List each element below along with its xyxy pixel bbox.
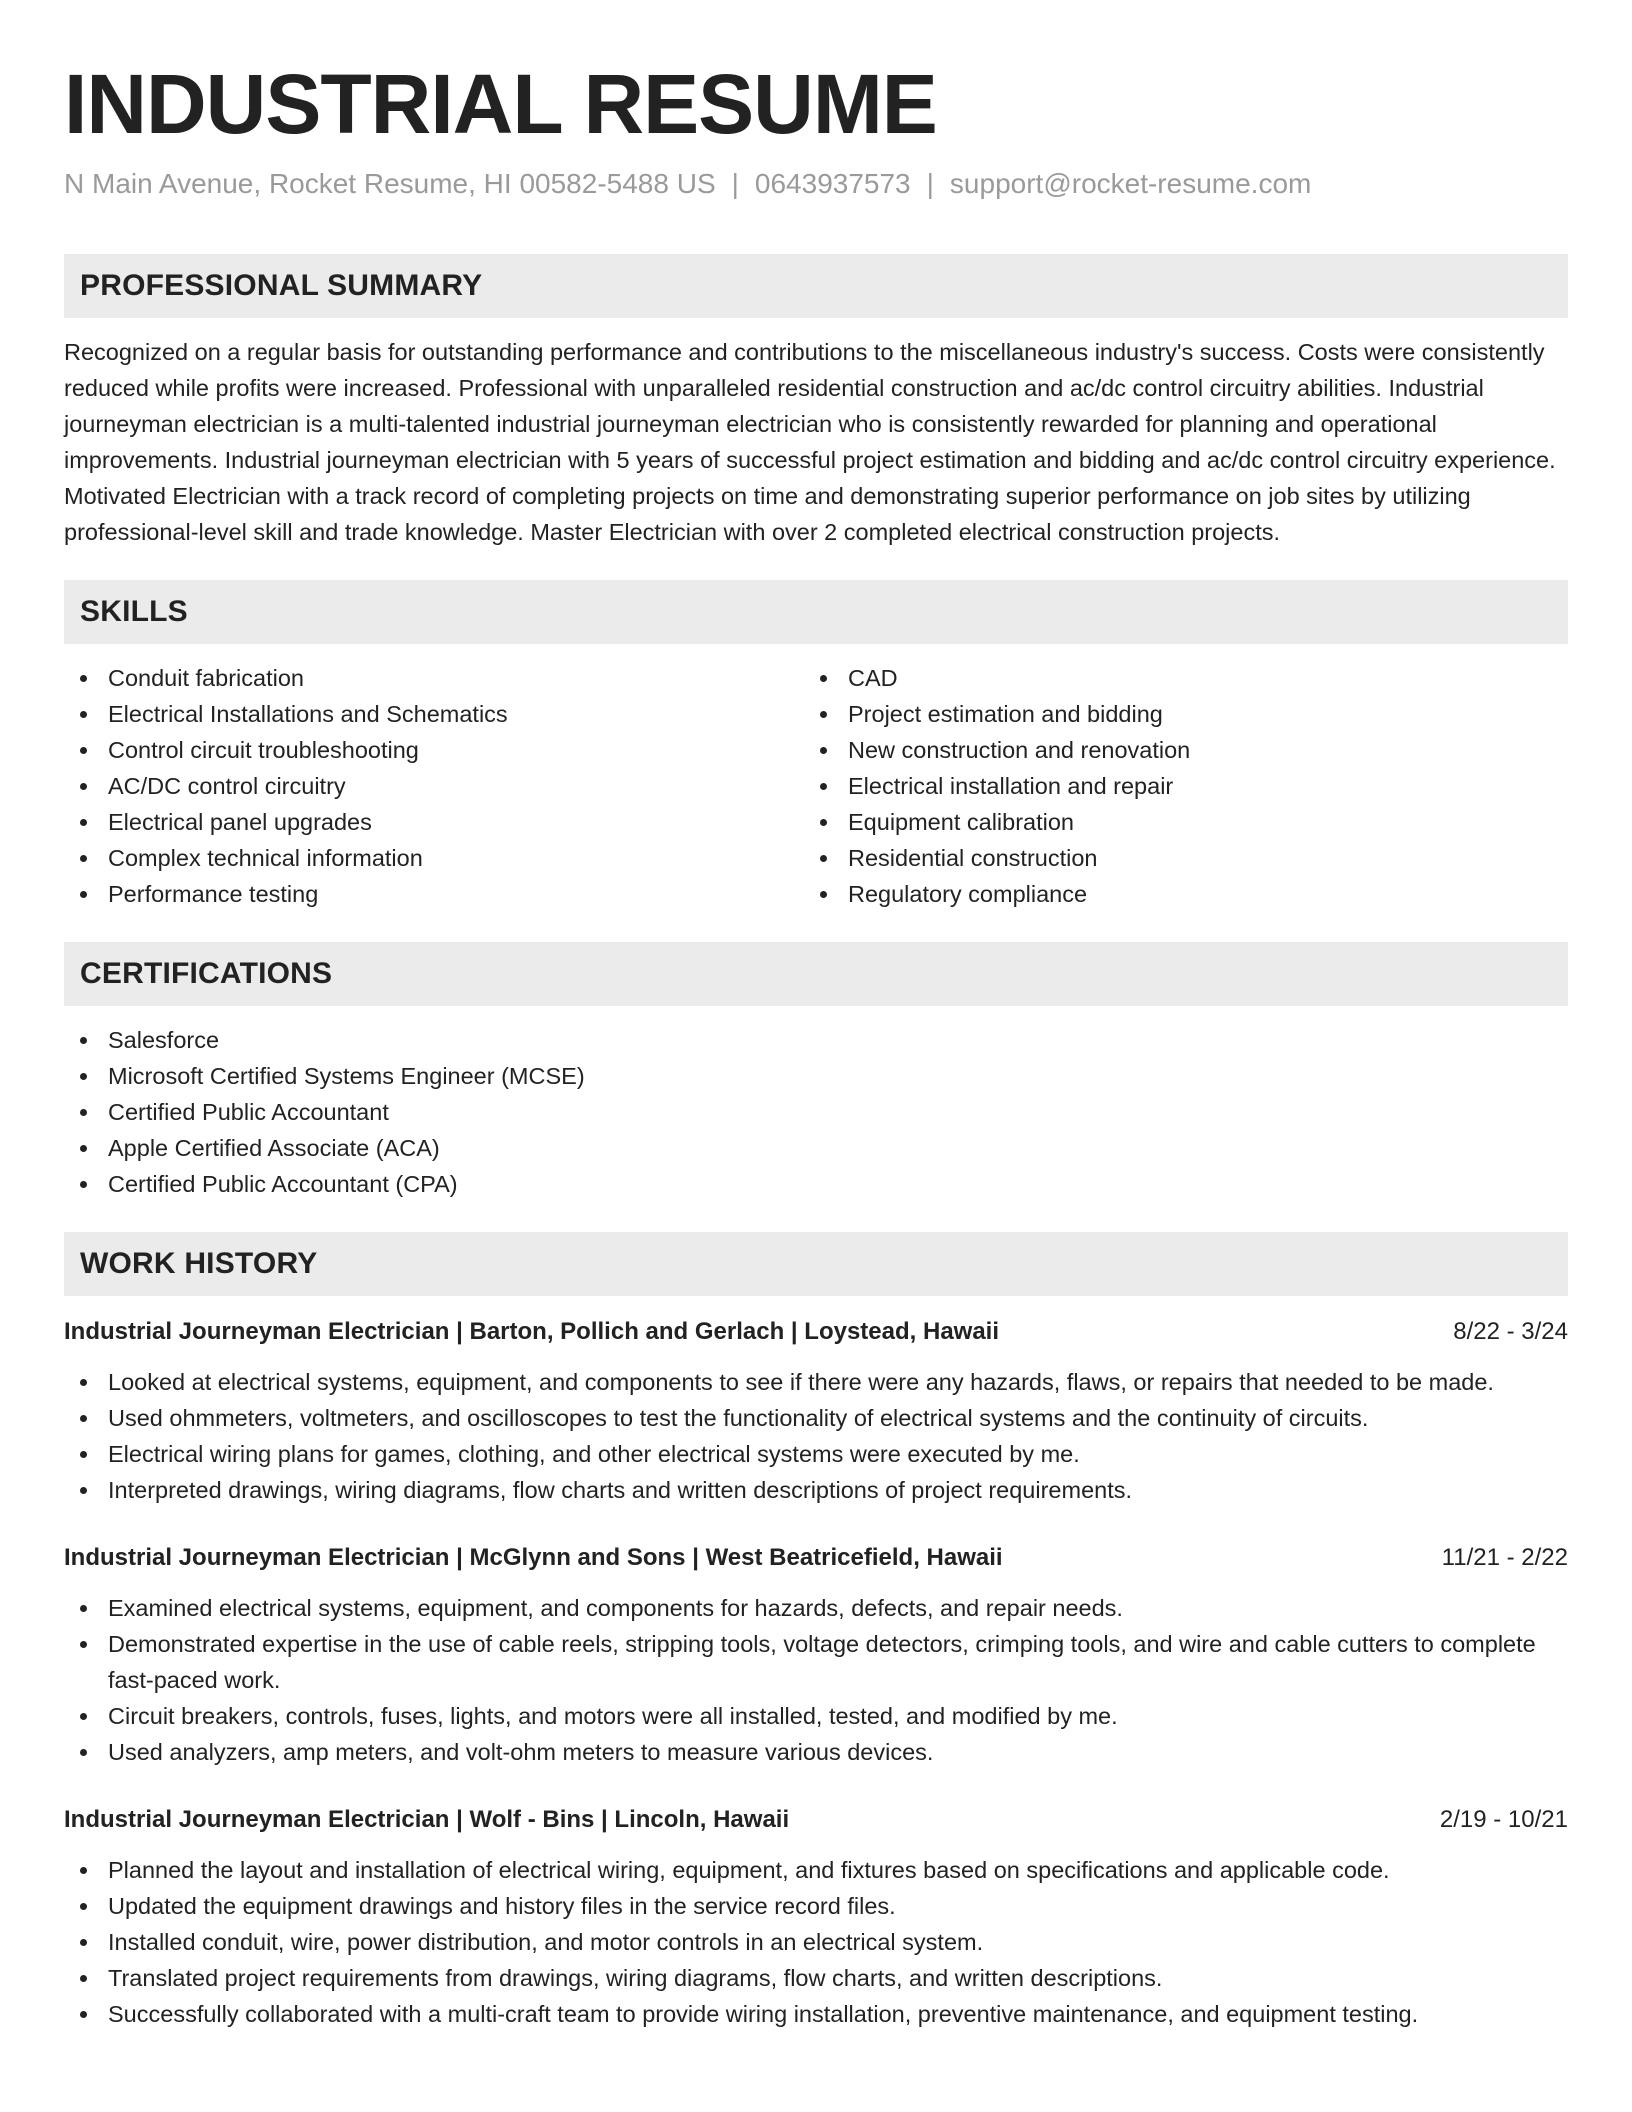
bullet-icon bbox=[820, 675, 827, 682]
job-dates: 8/22 - 3/24 bbox=[1453, 1318, 1568, 1345]
summary-heading: PROFESSIONAL SUMMARY bbox=[64, 254, 1568, 318]
bullet-icon bbox=[80, 1037, 87, 1044]
list-item bbox=[64, 804, 804, 840]
list-item-text: Equipment calibration bbox=[848, 809, 1074, 835]
list-item bbox=[804, 840, 1544, 876]
bullet-icon bbox=[80, 1867, 87, 1874]
bullet-icon bbox=[80, 855, 87, 862]
list-item bbox=[804, 768, 1544, 804]
job-bullets bbox=[64, 1590, 1568, 1770]
bullet-icon bbox=[80, 819, 87, 826]
list-item-text: Electrical installation and repair bbox=[848, 773, 1174, 799]
bullet-icon bbox=[820, 891, 827, 898]
list-item bbox=[64, 1960, 1568, 1996]
list-item-text: Looked at electrical systems, equipment, and components to see if there were any hazards, flaws, or repairs that needed to be made. bbox=[108, 1369, 1494, 1395]
skills-heading: SKILLS bbox=[64, 580, 1568, 644]
list-item-text: Electrical wiring plans for games, clothing, and other electrical systems were executed by me. bbox=[108, 1441, 1080, 1467]
job-dates: 2/19 - 10/21 bbox=[1439, 1806, 1568, 1833]
list-item-text: Translated project requirements from drawings, wiring diagrams, flow charts, and written descriptions. bbox=[108, 1965, 1163, 1991]
list-item bbox=[64, 1166, 1568, 1202]
skills-list-right bbox=[804, 660, 1544, 912]
bullet-icon bbox=[80, 1975, 87, 1982]
bullet-icon bbox=[80, 1605, 87, 1612]
skills-list-left bbox=[64, 660, 804, 912]
list-item-text: Apple Certified Associate (ACA) bbox=[108, 1135, 440, 1161]
bullet-icon bbox=[820, 711, 827, 718]
list-item bbox=[64, 1022, 1568, 1058]
list-item bbox=[64, 1094, 1568, 1130]
bullet-icon bbox=[80, 1451, 87, 1458]
contact-separator: | bbox=[731, 168, 739, 199]
contact-email[interactable]: support@rocket-resume.com bbox=[949, 168, 1312, 199]
bullet-icon bbox=[80, 1145, 87, 1152]
list-item bbox=[64, 1400, 1568, 1436]
list-item bbox=[64, 1852, 1568, 1888]
certifications-heading: CERTIFICATIONS bbox=[64, 942, 1568, 1006]
list-item-text: Regulatory compliance bbox=[848, 881, 1088, 907]
job-title: Industrial Journeyman Electrician | McGlynn and Sons | West Beatricefield, Hawaii bbox=[64, 1544, 1003, 1571]
list-item-text: Complex technical information bbox=[108, 845, 423, 871]
list-item bbox=[64, 840, 804, 876]
list-item bbox=[64, 876, 804, 912]
list-item-text: Successfully collaborated with a multi-craft team to provide wiring installation, preventive maintenance, and equipment testing. bbox=[108, 2001, 1419, 2027]
bullet-icon bbox=[80, 783, 87, 790]
list-item bbox=[64, 1058, 1568, 1094]
list-item-text: Project estimation and bidding bbox=[848, 701, 1163, 727]
list-item-text: Certified Public Accountant bbox=[108, 1099, 389, 1125]
list-item-text: Control circuit troubleshooting bbox=[108, 737, 419, 763]
job-entry bbox=[64, 1802, 1568, 2032]
job-title: Industrial Journeyman Electrician | Wolf - Bins | Lincoln, Hawaii bbox=[64, 1806, 790, 1833]
list-item-text: AC/DC control circuitry bbox=[108, 773, 346, 799]
job-entry bbox=[64, 1540, 1568, 1770]
list-item bbox=[64, 1436, 1568, 1472]
list-item bbox=[64, 696, 804, 732]
list-item-text: Demonstrated expertise in the use of cable reels, stripping tools, voltage detectors, crimping tools, and wire and cable cutters to complete fast-paced work. bbox=[108, 1631, 1536, 1693]
skills-grid bbox=[64, 660, 1568, 912]
list-item-text: New construction and renovation bbox=[848, 737, 1191, 763]
bullet-icon bbox=[820, 747, 827, 754]
bullet-icon bbox=[80, 1379, 87, 1386]
list-item-text: Used ohmmeters, voltmeters, and oscilloscopes to test the functionality of electrical systems and the continuity of circuits. bbox=[108, 1405, 1369, 1431]
job-bullets bbox=[64, 1852, 1568, 2032]
list-item bbox=[64, 1996, 1568, 2032]
list-item-text: Residential construction bbox=[848, 845, 1098, 871]
job-dates: 11/21 - 2/22 bbox=[1441, 1544, 1568, 1571]
contact-phone: 0643937573 bbox=[754, 168, 911, 199]
bullet-icon bbox=[820, 819, 827, 826]
list-item bbox=[64, 660, 804, 696]
job-entry bbox=[64, 1314, 1568, 1508]
list-item-text: Interpreted drawings, wiring diagrams, flow charts and written descriptions of project requirements. bbox=[108, 1477, 1133, 1503]
bullet-icon bbox=[80, 1073, 87, 1080]
list-item bbox=[64, 1472, 1568, 1508]
bullet-icon bbox=[80, 1939, 87, 1946]
list-item bbox=[64, 1364, 1568, 1400]
list-item-text: Installed conduit, wire, power distribution, and motor controls in an electrical system. bbox=[108, 1929, 984, 1955]
contact-line bbox=[64, 166, 1568, 202]
list-item bbox=[804, 876, 1544, 912]
list-item bbox=[64, 1626, 1568, 1698]
list-item bbox=[804, 660, 1544, 696]
job-title: Industrial Journeyman Electrician | Barton, Pollich and Gerlach | Loystead, Hawaii bbox=[64, 1318, 1000, 1345]
list-item bbox=[64, 1590, 1568, 1626]
list-item bbox=[804, 804, 1544, 840]
list-item bbox=[64, 1130, 1568, 1166]
list-item-text: Electrical panel upgrades bbox=[108, 809, 372, 835]
list-item bbox=[64, 1698, 1568, 1734]
list-item-text: Circuit breakers, controls, fuses, lights, and motors were all installed, tested, and modified by me. bbox=[108, 1703, 1118, 1729]
list-item bbox=[804, 696, 1544, 732]
list-item bbox=[64, 732, 804, 768]
bullet-icon bbox=[80, 891, 87, 898]
bullet-icon bbox=[80, 711, 87, 718]
list-item-text: Examined electrical systems, equipment, and components for hazards, defects, and repair needs. bbox=[108, 1595, 1123, 1621]
list-item-text: Conduit fabrication bbox=[108, 665, 304, 691]
bullet-icon bbox=[80, 675, 87, 682]
bullet-icon bbox=[80, 1641, 87, 1648]
list-item bbox=[64, 1924, 1568, 1960]
summary-text: Recognized on a regular basis for outstanding performance and contributions to the miscellaneous industry's success. Costs were consistently reduced while profits were increased. Professional with unparalleled residential construction and ac/dc control circuitry abilities. Industrial journeyman electrician is a multi-talented industrial journeyman electrician who is consistently rewarded for planning and operational improvements. Industrial journeyman electrician with 5 years of successful project estimation and bidding and ac/dc control circuitry experience. Motivated Electrician with a track record of completing projects on time and demonstrating superior performance on job sites by utilizing professional-level skill and trade knowledge. Master Electrician with over 2 completed electrical construction projects. bbox=[64, 339, 1556, 545]
list-item bbox=[64, 768, 804, 804]
bullet-icon bbox=[80, 1713, 87, 1720]
bullet-icon bbox=[80, 2011, 87, 2018]
bullet-icon bbox=[820, 783, 827, 790]
resume-title: INDUSTRIAL RESUME bbox=[64, 57, 937, 151]
bullet-icon bbox=[820, 855, 827, 862]
bullet-icon bbox=[80, 1109, 87, 1116]
work-history-heading: WORK HISTORY bbox=[64, 1232, 1568, 1296]
list-item-text: Planned the layout and installation of electrical wiring, equipment, and fixtures based on specifications and applicable code. bbox=[108, 1857, 1390, 1883]
list-item-text: CAD bbox=[848, 665, 898, 691]
list-item bbox=[804, 732, 1544, 768]
list-item-text: Certified Public Accountant (CPA) bbox=[108, 1171, 458, 1197]
list-item-text: Salesforce bbox=[108, 1027, 220, 1053]
bullet-icon bbox=[80, 1487, 87, 1494]
contact-address: N Main Avenue, Rocket Resume, HI 00582-5488 US bbox=[64, 168, 716, 199]
list-item-text: Microsoft Certified Systems Engineer (MCSE) bbox=[108, 1063, 585, 1089]
certifications-list bbox=[64, 1022, 1568, 1202]
bullet-icon bbox=[80, 1181, 87, 1188]
list-item-text: Performance testing bbox=[108, 881, 319, 907]
bullet-icon bbox=[80, 1415, 87, 1422]
job-bullets bbox=[64, 1364, 1568, 1508]
list-item-text: Updated the equipment drawings and history files in the service record files. bbox=[108, 1893, 896, 1919]
list-item bbox=[64, 1888, 1568, 1924]
bullet-icon bbox=[80, 1903, 87, 1910]
bullet-icon bbox=[80, 747, 87, 754]
list-item bbox=[64, 1734, 1568, 1770]
contact-separator: | bbox=[926, 168, 934, 199]
list-item-text: Used analyzers, amp meters, and volt-ohm meters to measure various devices. bbox=[108, 1739, 934, 1765]
bullet-icon bbox=[80, 1749, 87, 1756]
list-item-text: Electrical Installations and Schematics bbox=[108, 701, 508, 727]
